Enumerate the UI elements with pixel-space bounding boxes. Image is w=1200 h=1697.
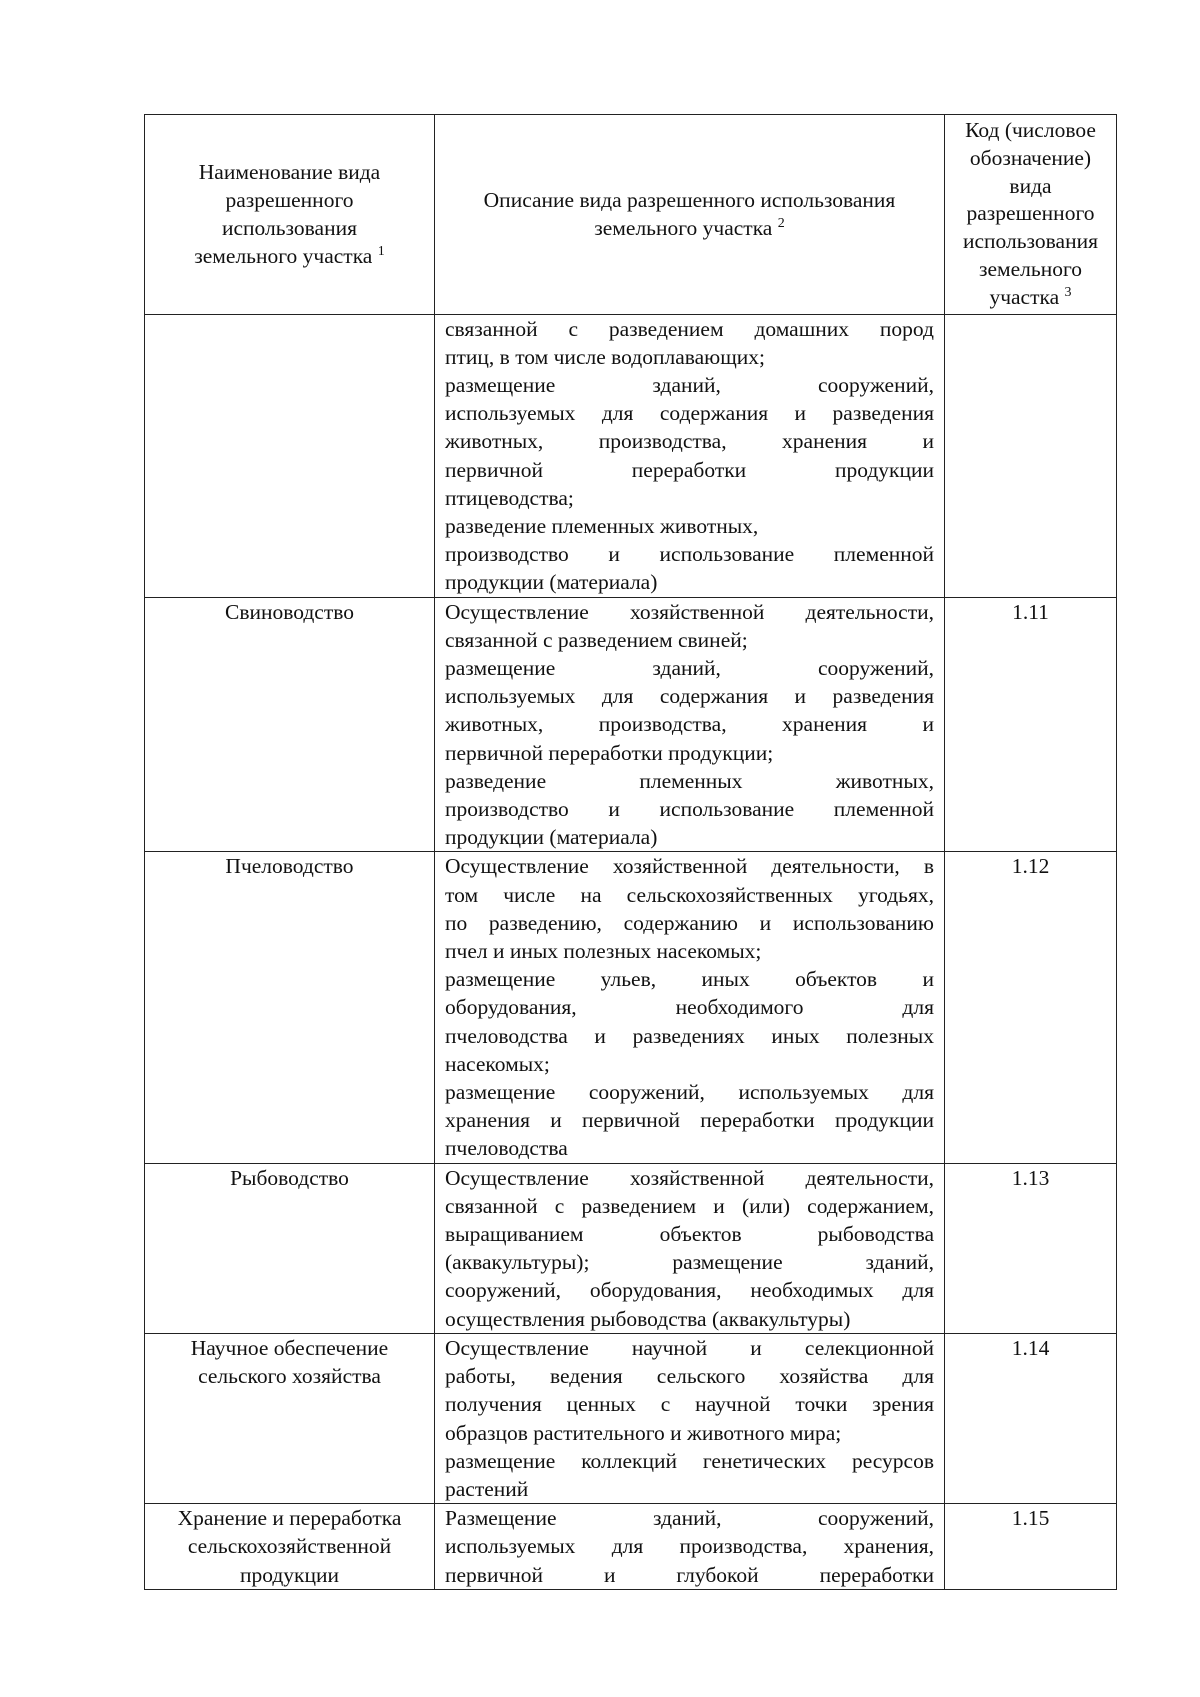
land-use-name: продукции <box>239 1562 340 1587</box>
footnote-marker: 3 <box>1064 284 1072 300</box>
table-row <box>145 1333 1117 1503</box>
land-use-code: 1.14 <box>1011 1335 1050 1360</box>
description-line: работы, ведения сельского хозяйства для <box>445 1364 934 1389</box>
header-line-with-footnote <box>441 214 938 242</box>
description-line: по разведению, содержанию и использованию <box>445 910 934 935</box>
land-use-name: Хранение и переработка <box>177 1506 402 1531</box>
footnote-marker: 2 <box>777 216 785 232</box>
land-use-name-cell <box>145 1504 435 1590</box>
description-line: выращиванием объектов рыбоводства <box>445 1222 934 1247</box>
table-body <box>145 314 1117 1589</box>
header-line-with-footnote <box>951 284 1110 312</box>
description-line: разведение племенных животных, <box>445 514 759 538</box>
land-use-code-cell <box>945 1333 1117 1503</box>
description-line: продукции (материала) <box>445 570 658 595</box>
land-use-code-cell <box>945 597 1117 852</box>
description-line: используемых для производства, хранения, <box>445 1534 934 1559</box>
table-row <box>145 314 1117 597</box>
header-line-with-footnote <box>151 242 428 270</box>
header-line: земельного <box>978 256 1082 281</box>
description-line: производство и использование племенной <box>445 542 934 567</box>
header-line: использования <box>963 229 1098 254</box>
land-use-code-cell <box>945 852 1117 1163</box>
description-line: оборудования, необходимого для <box>445 995 934 1020</box>
land-use-name-cell <box>145 852 435 1163</box>
description-line: животных, производства, хранения и <box>445 429 934 454</box>
land-use-name: Пчеловодство <box>225 854 354 879</box>
description-line: растений <box>445 1476 529 1501</box>
header-line: Наименование вида <box>198 159 381 184</box>
description-line: Осуществление хозяйственной деятельности, <box>445 599 934 624</box>
table-row <box>145 1504 1117 1590</box>
header-line: разрешенного <box>225 188 354 213</box>
header-line: обозначение) <box>969 145 1092 170</box>
description-line: птиц, в том числе водоплавающих; <box>445 344 765 369</box>
description-line: получения ценных с научной точки зрения <box>445 1392 934 1417</box>
header-line: вида <box>1009 173 1052 198</box>
land-use-code: 1.12 <box>1011 854 1050 879</box>
header-line: земельного участка <box>594 216 773 241</box>
land-use-description-cell <box>435 1504 945 1590</box>
header-code-column <box>945 115 1117 315</box>
header-line: земельного участка <box>194 244 373 269</box>
description-line: размещение сооружений, используемых для <box>445 1080 934 1105</box>
description-line: Осуществление хозяйственной деятельности, <box>445 1165 934 1190</box>
land-use-table <box>144 114 1117 1590</box>
description-line: производство и использование племенной <box>445 797 934 822</box>
description-line: продукции (материала) <box>445 825 658 850</box>
land-use-code-cell <box>945 314 1117 597</box>
land-use-description-cell <box>435 597 945 852</box>
header-line: участка <box>989 284 1060 309</box>
description-line: птицеводства; <box>445 485 574 510</box>
description-line: пчеловодства и разведениях иных полезных <box>445 1023 934 1048</box>
description-line: связанной с разведением свиней; <box>445 627 748 652</box>
description-line: сооружений, оборудования, необходимых для <box>445 1278 934 1303</box>
description-line: пчел и иных полезных насекомых; <box>445 939 762 964</box>
header-name-column <box>145 115 435 315</box>
description-line: размещение зданий, сооружений, <box>445 656 934 681</box>
land-use-code: 1.11 <box>1012 599 1049 624</box>
description-line: размещение ульев, иных объектов и <box>445 967 934 992</box>
description-line: животных, производства, хранения и <box>445 712 934 737</box>
header-line: Код (числовое <box>965 118 1096 142</box>
land-use-name: Свиноводство <box>224 599 355 624</box>
land-use-name-cell <box>145 597 435 852</box>
land-use-code: 1.15 <box>1011 1506 1050 1531</box>
table-row <box>145 597 1117 852</box>
footnote-marker: 1 <box>377 244 385 260</box>
table-header-row <box>145 115 1117 315</box>
land-use-description-cell <box>435 1163 945 1333</box>
header-line: разрешенного <box>966 201 1095 226</box>
table-row <box>145 852 1117 1163</box>
description-line: (аквакультуры); размещение зданий, <box>445 1250 934 1275</box>
description-line: используемых для содержания и разведения <box>445 684 934 709</box>
description-line: размещение коллекций генетических ресурсов <box>445 1448 934 1473</box>
description-line: насекомых; <box>445 1051 550 1076</box>
description-line: разведение племенных животных, <box>445 768 934 793</box>
description-line: первичной переработки продукции; <box>445 740 774 765</box>
description-line: первичной и глубокой переработки <box>445 1562 934 1587</box>
description-line: осуществления рыбоводства (аквакультуры) <box>445 1306 851 1331</box>
land-use-description-cell <box>435 314 945 597</box>
land-use-name: сельскохозяйственной <box>187 1534 392 1559</box>
description-line: размещение зданий, сооружений, <box>445 372 934 397</box>
land-use-code-cell <box>945 1504 1117 1590</box>
description-line: Размещение зданий, сооружений, <box>445 1506 934 1531</box>
description-line: пчеловодства <box>445 1136 568 1161</box>
land-use-code: 1.13 <box>1011 1165 1050 1190</box>
land-use-name-cell <box>145 314 435 597</box>
land-use-name: Научное обеспечение <box>190 1335 389 1360</box>
header-description-column <box>435 115 945 315</box>
land-use-name-cell <box>145 1333 435 1503</box>
land-use-description-cell <box>435 1333 945 1503</box>
land-use-description-cell <box>435 852 945 1163</box>
header-line: использования <box>222 216 357 241</box>
land-use-name-cell <box>145 1163 435 1333</box>
description-line: используемых для содержания и разведения <box>445 401 934 426</box>
description-line: Осуществление научной и селекционной <box>445 1335 934 1360</box>
description-line: Осуществление хозяйственной деятельности, в <box>445 854 934 879</box>
header-line: Описание вида разрешенного использования <box>483 188 896 213</box>
description-line: связанной с разведением и (или) содержанием, <box>445 1193 934 1218</box>
description-line: первичной переработки продукции <box>445 457 934 482</box>
description-line: том числе на сельскохозяйственных угодьях, <box>445 882 934 907</box>
land-use-name: сельского хозяйства <box>198 1364 381 1389</box>
description-line: связанной с разведением домашних пород <box>445 316 934 341</box>
description-line: образцов растительного и животного мира; <box>445 1420 842 1445</box>
table-row <box>145 1163 1117 1333</box>
land-use-code-cell <box>945 1163 1117 1333</box>
land-use-name: Рыбоводство <box>230 1165 349 1190</box>
description-line: хранения и первичной переработки продукции <box>445 1108 934 1133</box>
